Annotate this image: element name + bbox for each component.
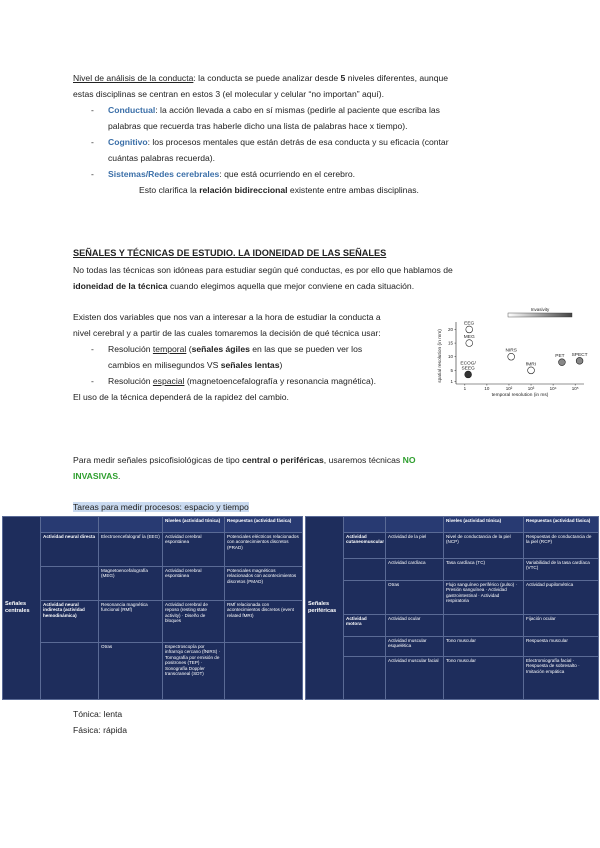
suitability-line2: idoneidad de la técnica cuando elegimos aquella que mejor conviene en cada situación. [73,281,415,291]
variables-line1: Existen dos variables que nos van a interesar a la hora de estudiar la conducta a [73,312,381,322]
variables-line2: nivel cerebral y a partir de las cuales tomaremos la decisión de qué técnica usar: [73,328,381,338]
point-label: SEEG [461,366,475,372]
x-tick-label: 10² [505,386,513,391]
spatial-resolution-item: Resolución espacial (magnetoencefalografía y resonancia magnética). [108,376,376,386]
header-niveles: Niveles (actividad tónica) [444,517,524,533]
table-row: Actividad neural indirecta (actividad hemodinámica) Resonancia magnética funcional (RMf) Actividad cerebral de reposo (resting state activity) · Diseño de bloques RMf relacionada con acontecimientos discretos (event related fMRI) [3,601,303,643]
point-pet [559,359,566,366]
point-label: SPECT [571,352,588,358]
table-row: Actividad neural directa Electroencefalograf ía (EEG) Actividad cerebral espontánea Potenciales eléctricos relacionados con acontecimientos discretos (PRAD) [3,533,303,567]
y-tick-label: 15 [447,340,453,346]
point-label: EEG [464,321,475,327]
resolution-scatter-chart [432,304,592,400]
legend-label: Invasivity [530,307,550,312]
bullet-dash: - [91,344,94,354]
central-side-label: Señales centrales [3,517,41,700]
peripheral-side-label: Señales periféricas [306,517,344,700]
x-tick-label: 1 [463,386,467,391]
table-row: Actividad cutaneomuscular Actividad de la piel Nivel de conductancia de la piel (NCP) Respuestas de conductancia de la piel (RCP) [306,533,599,559]
suitability-line1: No todas las técnicas son idóneas para estudiar según qué conductas, es por ello que hablamos de [73,265,453,275]
bullet-conductual: Conductual: la acción llevada a cabo en sí mismas (pedirle al paciente que escriba las [108,105,440,115]
tasks-heading: Tareas para medir procesos: espacio y tiempo [73,502,249,512]
tonica-note: Tónica: lenta [73,709,123,719]
analysis-level-label: Nivel de análisis de la conducta [73,73,194,83]
point-label: PET [555,354,565,360]
point-ecogseeg [465,371,472,378]
section-title: SEÑALES Y TÉCNICAS DE ESTUDIO. LA IDONEIDAD DE LAS SEÑALES [73,248,387,258]
point-nirs [508,353,515,360]
table-row: Actividad muscular esquelética Tono muscular Respuesta muscular [306,637,599,657]
bullet-sistemas: Sistemas/Redes cerebrales: que está ocurriendo en el cerebro. [108,169,355,179]
bullet-dash: - [91,137,94,147]
analysis-level-line2: estas disciplinas se centran en estos 3 (el molecular y celular “no importan” aquí). [73,89,384,99]
clarification-line: Esto clarifica la relación bidireccional existente entre ambas disciplinas. [139,185,419,195]
table-row: Actividad muscular facial Tono muscular Electromiografía facial · Respuesta de sobresalto · Imitación empática [306,657,599,700]
x-axis-label: temporal resolution (in ms) [491,393,549,398]
bullet-conductual-cont: palabras que recuerda tras haberle dicho una lista de palabras hace x tiempo). [108,121,408,131]
temporal-resolution-item: Resolución temporal (señales ágiles en las que se pueden ver los [108,344,363,354]
point-meg [466,340,473,347]
x-tick-label: 10³ [527,386,535,391]
point-eeg [466,326,473,333]
invasivity-legend-bar [508,313,572,317]
table-row: Otras Espectroscopía por infrarrojo cercano (fNIRS) · Tomografía por emisión de positrones (TEP) · Sonografía Doppler transcraneal (SDT) [3,643,303,700]
y-tick-label: 20 [447,326,453,332]
table-row: Magnetoencefalografía (MEG) Actividad cerebral espontánea Potenciales magnéticos relacionados con acontecimientos discretos (PMAD) [3,567,303,601]
peripheral-signals-table [305,516,599,700]
point-label: MEG [463,335,475,341]
header-respuestas: Respuestas (actividad fásica) [225,517,303,533]
point-fmri [528,367,535,374]
y-axis-label: spatial resolution (in mm) [438,329,443,383]
bullet-cognitivo: Cognitivo: los procesos mentales que están detrás de esa conducta y su eficacia (contar [108,137,449,147]
y-tick-label: 10 [447,354,453,360]
psychophysiological-line2: INVASIVAS. [73,471,121,481]
table-row: Actividad motora Actividad ocular Fijación ocular [306,615,599,637]
temporal-resolution-cont: cambios en milisegundos VS señales lentas) [108,360,283,370]
y-tick-label: 5 [450,367,453,373]
table-row: Actividad cardíaca Tasa cardíaca (TC) Variabilidad de la tasa cardíaca (VTC) [306,559,599,581]
x-tick-label: 10⁴ [549,386,557,391]
point-label: fMRI [525,362,537,368]
header-respuestas: Respuestas (actividad fásica) [524,517,599,533]
bullet-cognitivo-cont: cuántas palabras recuerda). [108,153,216,163]
point-spect [576,357,583,364]
point-label: NIRS [505,348,517,354]
chart-marks [460,320,587,377]
bullet-dash: - [91,376,94,386]
technique-speed-line: El uso de la técnica dependerá de la rapidez del cambio. [73,392,289,402]
header-niveles: Niveles (actividad tónica) [163,517,225,533]
psychophysiological-line1: Para medir señales psicofisiológicas de tipo central o periféricas, usaremos técnicas NO [73,455,416,465]
table-row: Otras Flujo sanguíneo periférico (pulso) · Presión sanguínea · Actividad gastrointestinal · Actividad respiratoria Actividad pupilométrica [306,581,599,615]
bullet-dash: - [91,105,94,115]
bullet-dash: - [91,169,94,179]
point-label: ECOG/ [460,361,476,367]
y-tick-label: 1 [450,378,453,384]
fasica-note: Fásica: rápida [73,725,127,735]
x-tick-label: 10⁵ [571,386,579,391]
x-tick-label: 10 [484,386,490,391]
analysis-level-paragraph: Nivel de análisis de la conducta: la conducta se puede analizar desde 5 niveles diferentes, aunque [73,73,449,83]
central-signals-table [2,516,303,700]
